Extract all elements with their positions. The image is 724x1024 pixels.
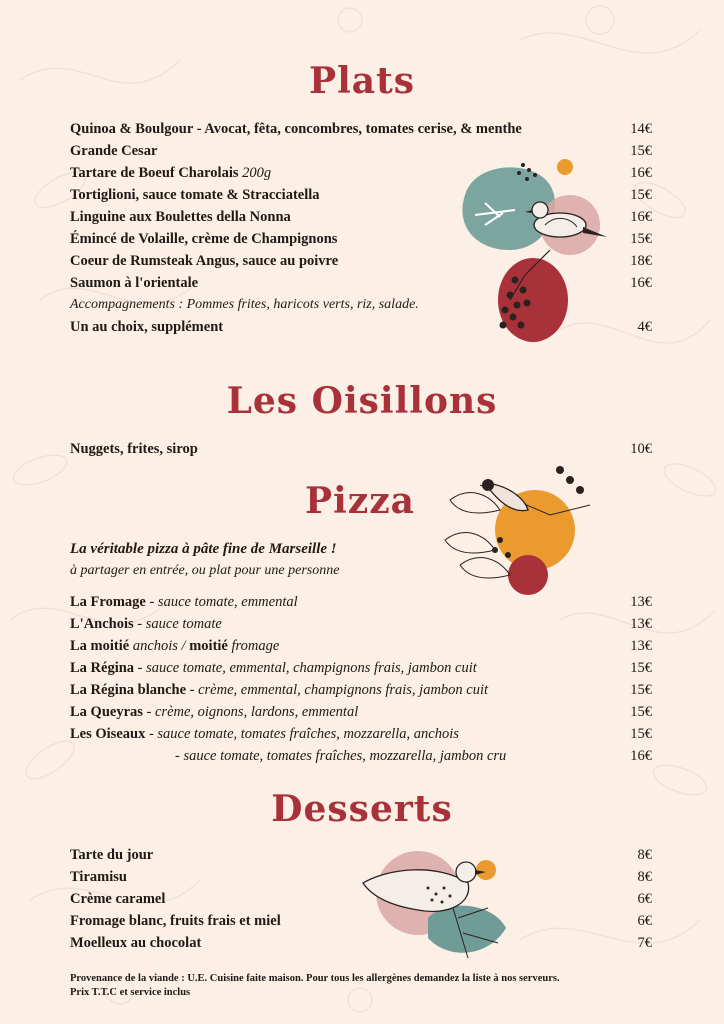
item-description: - sauce tomate, tomates fraîches, mozzarella, anchois	[145, 726, 459, 742]
item-name: Coeur de Rumsteak Angus, sauce au poivre	[70, 253, 339, 269]
menu-item-row	[70, 704, 652, 726]
item-name: Nuggets, frites, sirop	[70, 441, 198, 457]
item-name: Crème caramel	[70, 891, 166, 907]
section-title-desserts: Desserts	[271, 788, 453, 830]
menu-item-row	[70, 594, 652, 616]
item-price: 15€	[630, 682, 652, 698]
item-name: Fromage blanc, fruits frais et miel	[70, 913, 281, 929]
item-name: La moitié	[70, 638, 130, 654]
menu-item-row	[70, 616, 652, 638]
menu-item-row	[70, 121, 652, 143]
item-price: 13€	[630, 638, 652, 654]
item-name: La Régina	[70, 660, 135, 676]
bird-on-branch-icon	[455, 155, 615, 355]
item-price: 14€	[630, 121, 652, 137]
pizza-tagline: La véritable pizza à pâte fine de Marseille !	[70, 541, 337, 557]
item-description-second: fromage	[227, 638, 280, 654]
item-price: 16€	[630, 165, 652, 181]
item-price: 15€	[630, 704, 652, 720]
thrush-bird-icon	[358, 848, 518, 963]
section-title-pizza: Pizza	[305, 480, 415, 522]
item-name: Tarte du jour	[70, 847, 154, 863]
item-price: 8€	[637, 869, 652, 885]
item-description: - sauce tomate	[133, 616, 222, 632]
item-weight: 200g	[242, 165, 272, 181]
menu-item-row	[70, 660, 652, 682]
item-price: 15€	[630, 143, 652, 159]
item-name: Tartare de Boeuf Charolais	[70, 165, 243, 181]
item-description: - sauce tomate, tomates fraîches, mozzarella, jambon cru	[175, 748, 507, 764]
item-price: 16€	[630, 209, 652, 225]
footer-prices-note: Prix T.T.C et service inclus	[70, 987, 191, 998]
item-price: 13€	[630, 594, 652, 610]
item-description: anchois /	[129, 638, 190, 654]
footer-provenance: Provenance de la viande : U.E. Cuisine faite maison. Pour tous les allergènes demandez la liste à nos serveurs.	[70, 973, 560, 984]
item-name: Grande Cesar	[70, 143, 158, 159]
item-price: 6€	[637, 913, 652, 929]
item-name: Un au choix, supplément	[70, 319, 224, 335]
menu-item-row	[70, 682, 652, 704]
item-price: 16€	[630, 275, 652, 291]
item-price: 15€	[630, 726, 652, 742]
menu-item-row	[70, 726, 652, 748]
item-name-second: moitié	[189, 638, 228, 654]
item-name: Les Oiseaux	[70, 726, 146, 742]
pizza-subtitle: à partager en entrée, ou plat pour une personne	[70, 563, 340, 578]
item-name: La Queyras	[70, 704, 143, 720]
item-name: La Fromage	[70, 594, 146, 610]
section-title-plats: Plats	[309, 60, 415, 102]
section-title-oisillons: Les Oisillons	[226, 380, 498, 422]
item-price: 7€	[637, 935, 652, 951]
item-name: Quinoa & Boulgour - Avocat, fêta, concombres, tomates cerise, & menthe	[70, 121, 522, 137]
item-price: 8€	[637, 847, 652, 863]
item-name: Émincé de Volaille, crème de Champignons	[70, 231, 338, 247]
item-name: Saumon à l'orientale	[70, 275, 199, 291]
item-name: La Régina blanche	[70, 682, 187, 698]
item-price: 16€	[630, 748, 652, 764]
item-name: L'Anchois	[70, 616, 134, 632]
item-price: 6€	[637, 891, 652, 907]
sides-note: Accompagnements : Pommes frites, haricots verts, riz, salade.	[70, 297, 419, 312]
menu-item-row	[70, 748, 652, 770]
item-name: Tortiglioni, sauce tomate & Stracciatella	[70, 187, 320, 203]
item-price: 13€	[630, 616, 652, 632]
menu-item-row	[70, 638, 652, 660]
bird-with-flowers-icon	[440, 455, 600, 600]
item-price: 15€	[630, 231, 652, 247]
item-price: 18€	[630, 253, 652, 269]
item-price: 10€	[630, 441, 652, 457]
item-description: - sauce tomate, emmental	[145, 594, 298, 610]
item-description: - sauce tomate, emmental, champignons frais, jambon cuit	[134, 660, 477, 676]
item-price: 15€	[630, 187, 652, 203]
item-name: Moelleux au chocolat	[70, 935, 202, 951]
item-name: Tiramisu	[70, 869, 127, 885]
item-description: - crème, oignons, lardons, emmental	[142, 704, 359, 720]
item-price: 15€	[630, 660, 652, 676]
item-description: - crème, emmental, champignons frais, jambon cuit	[186, 682, 489, 698]
item-name: Linguine aux Boulettes della Nonna	[70, 209, 291, 225]
item-price: 4€	[637, 319, 652, 335]
